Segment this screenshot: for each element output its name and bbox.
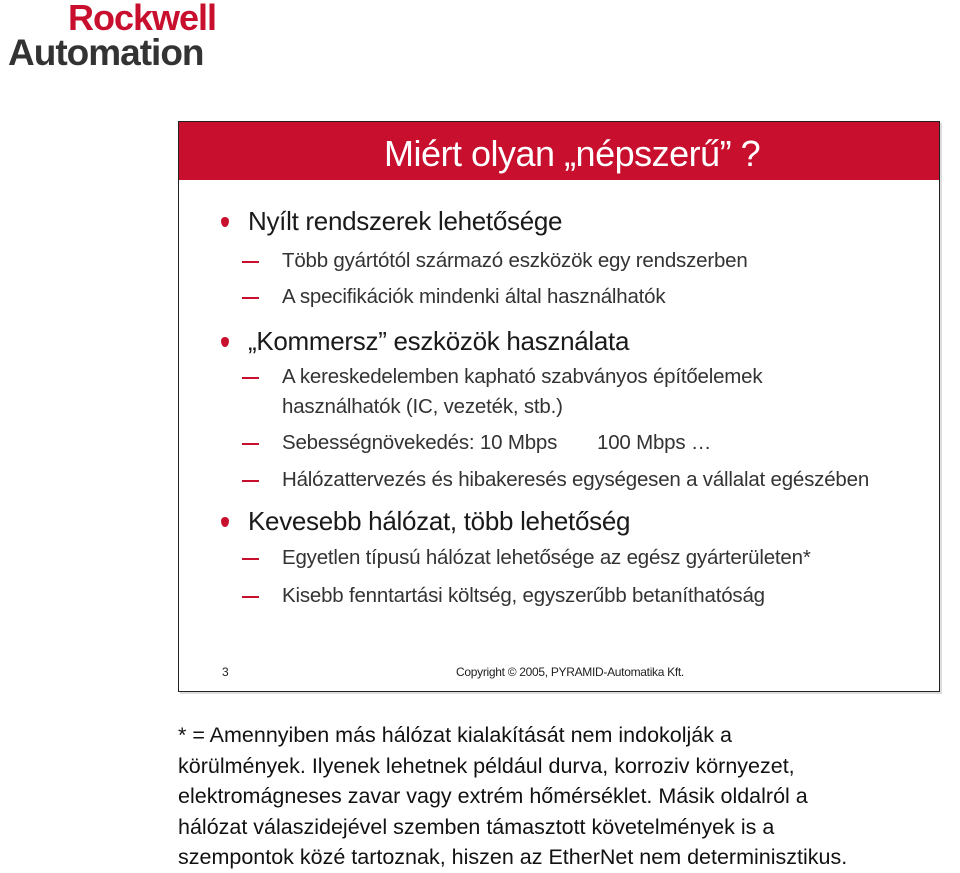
sub-item (282, 284, 665, 310)
dash-icon (242, 480, 259, 482)
speed-continuation: 100 Mbps … (597, 431, 712, 454)
sub-item-text: Hálózattervezés és hibakeresés egységesen a vállalat egészében (282, 468, 870, 491)
page-number: 3 (222, 665, 229, 679)
bullet-open-systems (248, 206, 562, 236)
sub-item-continuation: használhatók (IC, vezeték, stb.) (282, 395, 563, 418)
sub-item (282, 545, 811, 571)
dash-icon (242, 558, 259, 560)
footnote-line: elektromágneses zavar vagy extrém hőmérséklet. Másik oldalról a (178, 784, 808, 808)
bullet-text: „Kommersz” eszközök használata (248, 326, 630, 356)
sub-item-text: A kereskedelemben kapható szabványos építőelemek (282, 365, 763, 388)
logo-line-automation: Automation (8, 32, 204, 73)
sub-item (282, 430, 557, 456)
sub-item (282, 364, 762, 390)
sub-item-text: Kisebb fenntartási költség, egyszerűbb betaníthatóság (282, 584, 765, 607)
sub-item-text: Több gyártótól származó eszközök egy rendszerben (282, 249, 748, 272)
bullet-icon (221, 217, 229, 227)
footnote-line: hálózat válaszidejével szemben támasztott követelmények is a (178, 814, 775, 839)
bullet-icon (221, 337, 229, 347)
bullet-fewer-networks (248, 506, 630, 536)
dash-icon (242, 443, 259, 445)
sub-item (282, 467, 869, 493)
sub-item-text: Sebességnövekedés: 10 Mbps (282, 431, 558, 454)
sub-item (282, 248, 748, 274)
logo-line-rockwell: Rockwell (68, 0, 217, 38)
footnote-line: * = Amennyiben más hálózat kialakítását nem indokolják a (178, 723, 732, 747)
sub-item (282, 583, 765, 609)
sub-item-text: A specifikációk mindenki által használhatók (282, 285, 666, 308)
footnote (178, 720, 960, 873)
slide-frame (178, 121, 940, 692)
bullet-icon (221, 517, 229, 527)
bullet-commercial-tools (248, 326, 629, 356)
bullet-text: Nyílt rendszerek lehetősége (248, 206, 563, 236)
dash-icon (242, 261, 259, 263)
footnote-line: körülmények. Ilyenek lehetnek például durva, korroziv környezet, (178, 753, 795, 778)
dash-icon (242, 297, 259, 299)
slide-title-bar (179, 122, 939, 180)
bullet-text: Kevesebb hálózat, több lehetőség (248, 506, 631, 536)
sub-item-text: Egyetlen típusú hálózat lehetősége az egész gyárterületen* (282, 546, 811, 569)
footnote-line: szempontok közé tartoznak, hiszen az EtherNet nem determinisztikus. (178, 845, 848, 869)
slide-title: Miért olyan „népszerű” ? (384, 133, 761, 174)
copyright-notice: Copyright © 2005, PYRAMID-Automatika Kft. (456, 665, 684, 679)
dash-icon (242, 377, 259, 379)
dash-icon (242, 596, 259, 598)
